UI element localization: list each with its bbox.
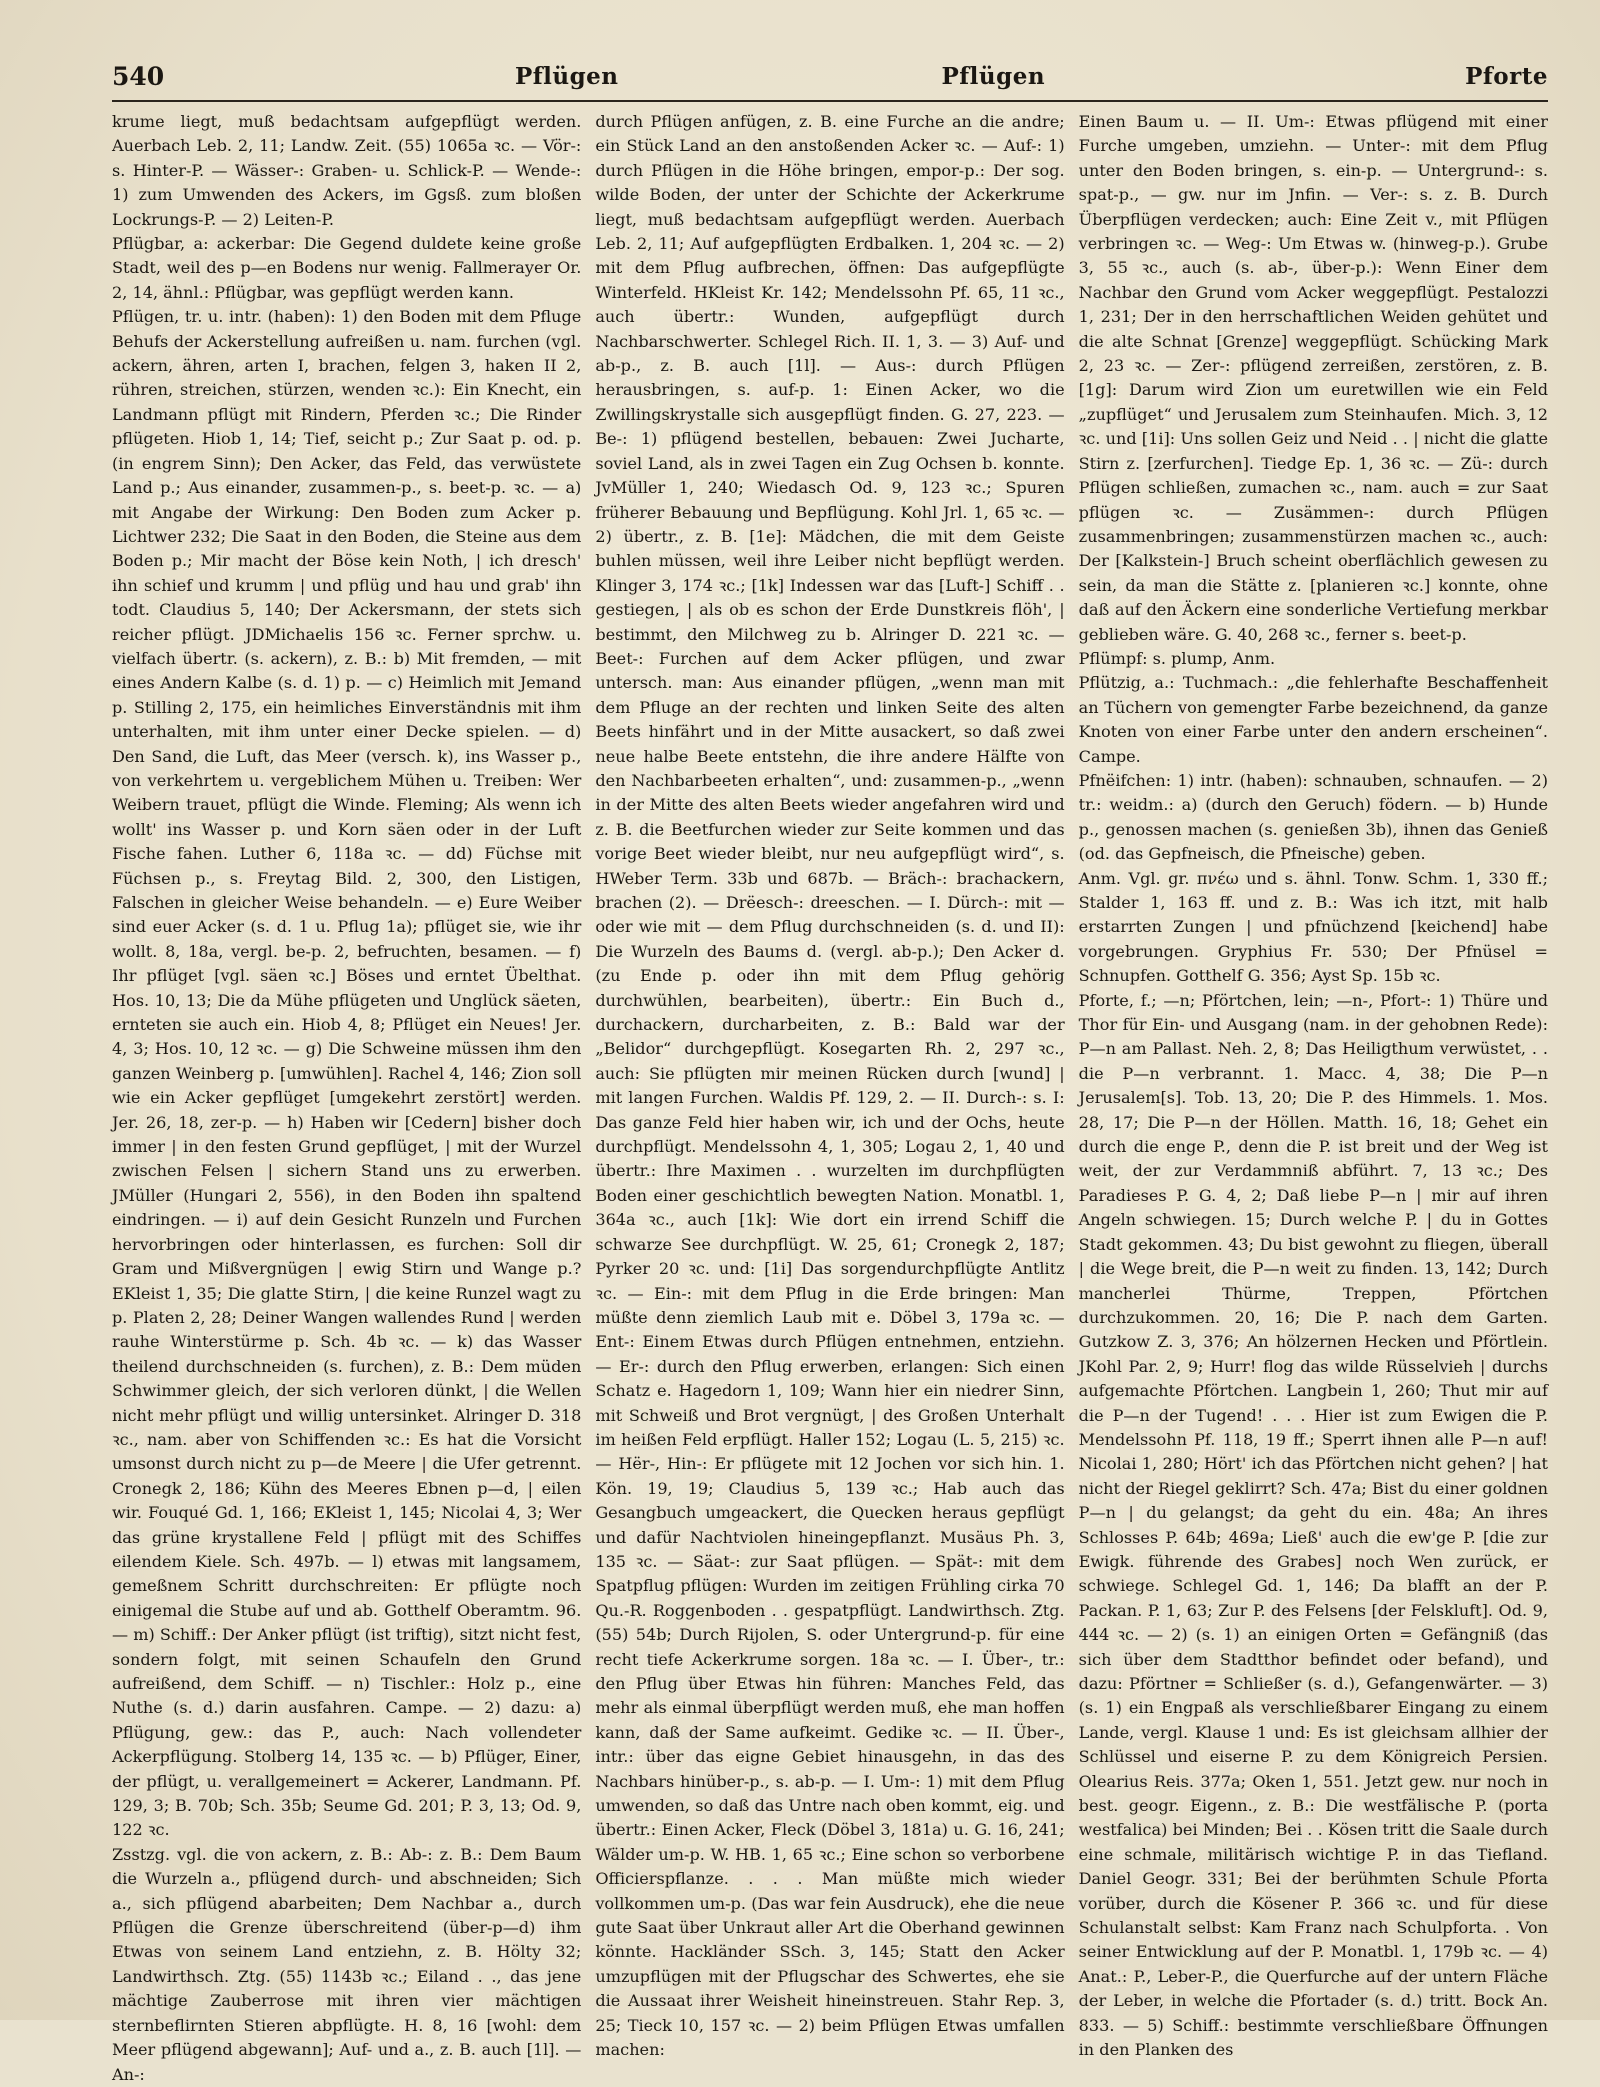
entry-paragraph: Pforte, f.; —n; Pförtchen, lein; —n-, Pfort-: 1) Thüre und Thor für Ein- und Ausgang (nam. in der gehobnen Rede): P—n am Pallast. Neh. 2, 8; Das Heiligthum verwüstet, . . die P—n verbrannt. 1. Macc. 4, 38; Die P—n Jerusalem[s]. Tob. 13, 20; Die P. des Himmels. 1. Mos. 28, 17; Die P—n der Höllen. Matth. 16, 18; Gehet ein durch die enge P., denn die P. ist breit und der Weg ist weit, der zur Verdammniß abführt. 7, 13 ꝛc.; Des Paradieses P. G. 4, 2; Daß liebe P—n | mir auf ihren Angeln schwiegen. 15; Durch welche P. | du in Gottes Stadt gekommen. 43; Du bist gewohnt zu fliegen, überall | die Wege breit, die P—n weit zu finden. 13, 142; Durch mancherlei Thürme, Treppen, Pförtchen durchzukommen. 20, 16; Die P. nach dem Garten. Gutzkow Z. 3, 376; An hölzernen Hecken und Pförtlein. JKohl Par. 2, 9; Hurr! flog das wilde Rüsselvieh | durchs aufgemachte Pförtchen. Langbein 1, 260; Thut mir auf die P—n der Tugend! . . . Hier ist zum Ewigen die P. Mendelssohn Pf. 118, 19 ff.; Sperrt ihnen alle P—n auf! Nicolai 1, 280; Hört' ich das Pförtchen nicht gehen? | hat nicht der Riegel geklirrt? Sch. 47a; Bist du einer goldnen P—n | du gelangst; da geht du ein. 48a; An ihres Schlosses P. 64b; 469a; Ließ' auch die ew'ge P. [die zur Ewigk. führende des Grabes] noch Wen zurück, er schwiege. Schlegel Gd. 1, 146; Da blafft an der P. Packan. P. 1, 63; Zur P. des Felsens [der Felskluft]. Od. 9, 444 ꝛc. — 2) (s. 1) an einigen Orten = Gefängniß (das sich über dem Stadtthor befindet oder befand), und dazu: Pförtner = Schließer (s. d.), Gefangenwärter. — 3) (s. 1) ein Engpaß als verschließbarer Eingang zu einem Lande, vergl. Klause 1 und: Es ist gleichsam allhier der Schlüssel und eiserne P. zu dem Königreich Persien. Olearius Reis. 377a; Oken 1, 551. Jetzt gew. nur noch in best. geogr. Eigenn., z. B.: Die westfälische P. (porta westfalica) bei Minden; Bei . . Kösen tritt die Saale durch eine schmale, militärisch wichtige P. in das Tiefland. Daniel Geogr. 331; Bei der berühmten Schule Pforta vorüber, durch die Kösener P. 366 ꝛc. und für diese Schulanstalt selbst: Kam Franz nach Schulpforta. . Von seiner Entwicklung auf der P. Monatbl. 1, 179b ꝛc. — 4) Anat.: P., Leber-P., die Querfurche auf der untern Fläche der Leber, in welche die Pfortader (s. d.) tritt. Bock An. 833. — 5) Schiff.: bestimmte verschließbare Öffnungen in den Planken des [1078,990,1548,2060]
column-left [112,110,581,2087]
right-running-head: Pforte [1465,62,1548,90]
entry-paragraph: Zsstzg. vgl. die von ackern, z. B.: Ab-: z. B.: Dem Baum die Wurzeln a., pflügend durch- und abschneiden; Sich a., sich pflügend abarbeiten; Dem Nachbar a., durch Pflügen die Grenze überschreitend (über-p—d) ihm Etwas von seinem Land entziehn, z. B. Hölty 32; Landwirthsch. Ztg. (55) 1143b ꝛc.; Eiland . ., das jene mächtige Zauberrose mit ihren vier mächtigen sternbeflirnten Stieren abpflügte. H. 8, 16 [wohl: dem Meer pflügend abgewann]; Auf- und a., z. B. auch [1l]. — An-: [112,1844,582,2084]
entry-paragraph: Pflügbar, a: ackerbar: Die Gegend duldete keine große Stadt, weil des p—en Bodens nur wenig. Fallmerayer Or. 2, 14, ähnl.: Pflügbar, was gepflügt werden kann. [112,234,582,302]
entry-paragraph: durch Pflügen anfügen, z. B. eine Furche an die andre; ein Stück Land an den anstoßenden Acker ꝛc. — Auf-: 1) durch Pflügen in die Höhe bringen, empor-p.: Der sog. wilde Boden, der unter der Schichte der Ackerkrume liegt, muß bedachtsam aufgepflügt werden. Auerbach Leb. 2, 11; Auf aufgepflügten Erdbalken. 1, 204 ꝛc. — 2) mit dem Pflug aufbrechen, öffnen: Das aufgepflügte Winterfeld. HKleist Kr. 142; Mendelssohn Pf. 65, 11 ꝛc., auch übertr.: Wunden, aufgepflügt durch Nachbarschwerter. Schlegel Rich. II. 1, 3. — 3) Auf- und ab-p., z. B. auch [1l]. — Aus-: durch Pflügen herausbringen, s. auf-p. 1: Einen Acker, wo die Zwillingskrystalle sich ausgepflügt finden. G. 27, 223. — Be-: 1) pflügend bestellen, bebauen: Zwei Jucharte, soviel Land, als in zwei Tagen ein Zug Ochsen b. konnte. JvMüller 1, 240; Wiedasch Od. 9, 123 ꝛc.; Spuren früherer Bebauung und Bepflügung. Kohl Jrl. 1, 65 ꝛc. — 2) übertr., z. B. [1e]: Mädchen, die mit dem Geiste buhlen müssen, weil ihre Leiber nicht bepflügt werden. Klinger 3, 174 ꝛc.; [1k] Indessen war das [Luft-] Schiff . . gestiegen, | als ob es schon der Erde Dunstkreis flöh', | bestimmt, den Milchweg zu b. Alringer D. 221 ꝛc. — Beet-: Furchen auf dem Acker pflügen, und zwar untersch. man: Aus einander pflügen, „wenn man mit dem Pfluge an der rechten und linken Seite des alten Beets hinfährt und in der Mitte ausackert, so daß zwei neue halbe Beete entstehn, die ihre andere Hälfte von den Nachbarbeeten erhalten“, und: zusammen-p., „wenn in der Mitte des alten Beets wieder angefahren wird und z. B. die Beetfurchen wieder zur Seite kommen und das vorige Beet wieder bleibt, nur neu aufgepflügt wird“, s. HWeber Term. 33b und 687b. — Bräch-: brachackern, brachen (2). — Drëesch-: dreeschen. — I. Dürch-: mit — oder wie mit — dem Pflug durchschneiden (s. d. und II): Die Wurzeln des Baums d. (vergl. ab-p.); Den Acker d. (zu Ende p. oder ihn mit dem Pflug gehörig durchwühlen, bearbeiten), übertr.: Ein Buch d., durchackern, durcharbeiten, z. B.: Bald war der „Belidor“ durchgepflügt. Kosegarten Rh. 2, 297 ꝛc., auch: Sie pflügten mir meinen Rücken durch [wund] | mit langen Furchen. Waldis Pf. 129, 2. — II. Durch-: s. I: Das ganze Feld hier haben wir, ich und der Ochs, heute durchpflügt. Mendelssohn 4, 1, 305; Logau 2, 1, 40 und übertr.: Ihre Maximen . . wurzelten im durchpflügten Boden einer geschichtlich bewegten Nation. Monatbl. 1, 364a ꝛc., auch [1k]: Wie dort ein irrend Schiff die schwarze See durchpflügt. W. 25, 61; Cronegk 2, 187; Pyrker 20 ꝛc. und: [1i] Das sorgendurchpflügte Antlitz ꝛc. — Ein-: mit dem Pflug in die Erde bringen: Man müßte denn ziemlich Laub mit e. Döbel 3, 179a ꝛc. — Ent-: Einem Etwas durch Pflügen entnehmen, entziehn. — Er-: durch den Pflug erwerben, erlangen: Sich einen Schatz e. Hagedorn 1, 109; Wann hier ein niedrer Sinn, mit Schweiß und Brot vergnügt, | des Großen Unterhalt im heißen Feld erpflügt. Haller 152; Logau (L. 5, 215) ꝛc. — Hër-, Hin-: Er pflügete mit 12 Jochen vor sich hin. 1. Kön. 19, 19; Claudius 5, 139 ꝛc.; Hab auch das Gesangbuch umgeackert, die Quecken heraus gepflügt und dafür Nachtviolen hineingepflanzt. Musäus Ph. 3, 135 ꝛc. — Säat-: zur Saat pflügen. — Spät-: mit dem Spatpflug pflügen: Wurden im zeitigen Frühling cirka 70 Qu.-R. Roggenboden . . gespatpflügt. Landwirthsch. Ztg. (55) 54b; Durch Rijolen, S. oder Untergrund-p. für eine recht tiefe Ackerkrume sorgen. 18a ꝛc. — I. Über-, tr.: den Pflug über Etwas hin führen: Manches Feld, das mehr als einmal überpflügt werden muß, ehe man hoffen kann, daß der Same aufkeimt. Gedike ꝛc. — II. Über-, intr.: über das eigne Gebiet hinausgehn, in das des Nachbars hinüber-p., s. ab-p. — I. Um-: 1) mit dem Pflug umwenden, so daß das Untre nach oben kommt, eig. und übertr.: Einen Acker, Fleck (Döbel 3, 181a) u. G. 16, 241; Wälder um-p. W. HB. 1, 65 ꝛc.; Eine schon so verborbene Officierspflanze. . . . Man müßte mich wieder vollkommen um-p. (Das war fein Ausdruck), ehe die neue gute Saat über Unkraut aller Art die Oberhand gewinnen könnte. Hackländer SSch. 3, 145; Statt den Acker umzupflügen mit der Pflugschar des Schwertes, ehe sie die Aussaat ihrer Weisheit hineinstreuen. Stahr Rep. 3, 25; Tieck 10, 157 ꝛc. — 2) beim Pflügen Etwas umfallen machen: [595,112,1065,2060]
page-number: 540 [112,61,165,91]
column-right [1079,110,1548,2087]
entry-paragraph: krume liegt, muß bedachtsam aufgepflügt werden. Auerbach Leb. 2, 11; Landw. Zeit. (55) 1065a ꝛc. — Vör-: s. Hinter-P. — Wässer-: Graben- u. Schlick-P. — Wende-: 1) zum Umwenden des Ackers, im Ggsß. zum bloßen Lockrungs-P. — 2) Leiten-P. [112,112,582,229]
running-header [112,56,1548,96]
left-running-head: Pflügen [514,62,619,90]
entry-paragraph: Pflümpf: s. plump, Anm. [1078,648,1276,668]
entry-paragraph: Pfnëifchen: 1) intr. (haben): schnauben, schnaufen. — 2) tr.: weidm.: a) (durch den Geruch) födern. — b) Hunde p., genossen machen (s. genießen 3b), ihnen das Genieß (od. das Gepfneisch, die Pfneische) geben. [1078,770,1548,864]
entry-paragraph: Pflügen, tr. u. intr. (haben): 1) den Boden mit dem Pfluge Behufs der Ackerstellung aufreißen u. nam. furchen (vgl. ackern, ähren, arten I, brachen, felgen 3, haken II 2, rühren, streichen, stürzen, wenden ꝛc.): Ein Knecht, ein Landmann pflügt mit Rindern, Pferden ꝛc.; Die Rinder pflügeten. Hiob 1, 14; Tief, seicht p.; Zur Saat p. od. p. (in engrem Sinn); Den Acker, das Feld, das verwüstete Land p.; Aus einander, zusammen-p., s. beet-p. ꝛc. — a) mit Angabe der Wirkung: Den Boden zum Acker p. Lichtwer 232; Die Saat in den Boden, die Steine aus dem Boden p.; Mir macht der Böse kein Noth, | ich dresch' ihn schief und krumm | und pflüg und hau und grab' ihn todt. Claudius 5, 140; Der Ackersmann, der stets sich reicher pflügt. JDMichaelis 156 ꝛc. Ferner sprchw. u. vielfach übertr. (s. ackern), z. B.: b) Mit fremden, — mit eines Andern Kalbe (s. d. 1) p. — c) Heimlich mit Jemand p. Stilling 2, 175, ein heimliches Einverständnis mit ihm unterhalten, mit ihm unter einer Decke spielen. — d) Den Sand, die Luft, das Meer (versch. k), ins Wasser p., von verkehrtem u. vergeblichem Mühen u. Treiben: Wer Weibern trauet, pflügt die Winde. Fleming; Als wenn ich wollt' ins Wasser p. und Korn säen oder in der Luft Fische fahen. Luther 6, 118a ꝛc. — dd) Füchse mit Füchsen p., s. Freytag Bild. 2, 300, den Listigen, Falschen in gleicher Weise behandeln. — e) Eure Weiber sind euer Acker (s. d. 1 u. Pflug 1a); pflüget sie, wie ihr wollt. 8, 18a, vergl. be-p. 2, befruchten, besamen. — f) Ihr pflüget [vgl. säen ꝛc.] Böses und erntet Übelthat. Hos. 10, 13; Die da Mühe pflügeten und Unglück säeten, ernteten sie auch ein. Hiob 4, 8; Pflüget ein Neues! Jer. 4, 3; Hos. 10, 12 ꝛc. — g) Die Schweine müssen ihm den ganzen Weinberg p. [umwühlen]. Rachel 4, 146; Zion soll wie ein Acker gepflüget [umgekehrt zerstört] werden. Jer. 26, 18, zer-p. — h) Haben wir [Cedern] bisher doch immer | in den festen Grund gepflüget, | mit der Wurzel zwischen Felsen | sichern Stand uns zu erwerben. JMüller (Hungari 2, 556), in den Boden ihn spaltend eindringen. — i) auf dein Gesicht Runzeln und Furchen hervorbringen oder hinterlassen, es furchen: Soll dir Gram und Mißvergnügen | ewig Stirn und Wange p.? EKleist 1, 35; Die glatte Stirn, | die keine Runzel wagt zu p. Platen 2, 28; Deiner Wangen wallendes Rund | werden rauhe Winterstürme p. Sch. 4b ꝛc. — k) das Wasser theilend durchschneiden (s. furchen), z. B.: Dem müden Schwimmer gleich, der sich verloren dünkt, | die Wellen nicht mehr pflügt und willig untersinket. Alringer D. 318 ꝛc., nam. aber von Schiffenden ꝛc.: Es hat die Vorsicht umsonst durch nicht zu p—de Meere | die Ufer getrennt. Cronegk 2, 186; Kühn des Meeres Ebnen p—d, | eilen wir. Fouqué Gd. 1, 166; EKleist 1, 145; Nicolai 4, 3; Wer das grüne krystallene Feld | pflügt mit des Schiffes eilendem Kiele. Sch. 497b. — l) etwas mit langsamem, gemeßnem Schritt durchschreiten: Er pflügte noch einigemal die Stube auf und ab. Gotthelf Oberamtm. 96. — m) Schiff.: Der Anker pflügt (ist triftig), sitzt nicht fest, sondern folgt, mit seinen Schaufeln den Grund aufreißend, dem Schiff. — n) Tischler.: Holz p., eine Nuthe (s. d.) darin ausfahren. Campe. — 2) dazu: a) Pflügung, gew.: das P., auch: Nach vollendeter Ackerpflügung. Stolberg 14, 135 ꝛc. — b) Pflüger, Einer, der pflügt, u. verallgemeinert = Ackerer, Landmann. Pf. 129, 3; B. 70b; Sch. 35b; Seume Gd. 201; P. 3, 13; Od. 9, 122 ꝛc. [112,307,582,1840]
column-middle [595,110,1064,2087]
entry-paragraph: Pflützig, a.: Tuchmach.: „die fehlerhafte Beschaffenheit an Tüchern von gemengter Farbe bezeichnend, da ganze Knoten von einer Farbe unter den andern erscheinen“. Campe. [1078,673,1548,766]
entry-paragraph: Einen Baum u. — II. Um-: Etwas pflügend mit einer Furche umgeben, umziehn. — Unter-: mit dem Pflug unter den Boden bringen, s. ein-p. — Untergrund-: s. spat-p., — gw. nur im Jnfin. — Ver-: s. z. B. Durch Überpflügen verdecken; auch: Eine Zeit v., mit Pflügen verbringen ꝛc. — Weg-: Um Etwas w. (hinweg-p.). Grube 3, 55 ꝛc., auch (s. ab-, über-p.): Wenn Einer dem Nachbar den Grund vom Acker weggepflügt. Pestalozzi 1, 231; Der in den herrschaftlichen Weiden gehütet und die alte Schnat [Grenze] weggepflügt. Schücking Mark 2, 23 ꝛc. — Zer-: pflügend zerreißen, zerstören, z. B. [1g]: Darum wird Zion um euretwillen wie ein Feld „zupflüget“ und Jerusalem zum Steinhaufen. Mich. 3, 12 ꝛc. und [1i]: Uns sollen Geiz und Neid . . | nicht die glatte Stirn z. [zerfurchen]. Tiedge Ep. 1, 36 ꝛc. — Zü-: durch Pflügen schließen, zumachen ꝛc., nam. auch = zur Saat pflügen ꝛc. — Zusämmen-: durch Pflügen zusammenbringen; zusammenstürzen machen ꝛc., auch: Der [Kalkstein-] Bruch scheint oberflächlich gewesen zu sein, da man die Stätte z. [planieren ꝛc.] konnte, ohne daß auf den Äckern eine sonderliche Vertiefung merkbar geblieben wäre. G. 40, 268 ꝛc., ferner s. beet-p. [1078,112,1548,644]
text-columns [112,110,1548,2084]
entry-paragraph: Anm. Vgl. gr. πνέω und s. ähnl. Tonw. Schm. 1, 330 ff.; Stalder 1, 163 ff. und z. B.: Was ich itzt, mit halb erstarrten Zungen | und pfnüchzend [keichend] habe vorgebrungen. Gryphius Fr. 530; Der Pfnüsel = Schnupfen. Gotthelf G. 356; Ayst Sp. 15b ꝛc. [1078,868,1548,986]
center-running-head: Pflügen [941,62,1046,90]
header-rule [112,100,1548,102]
